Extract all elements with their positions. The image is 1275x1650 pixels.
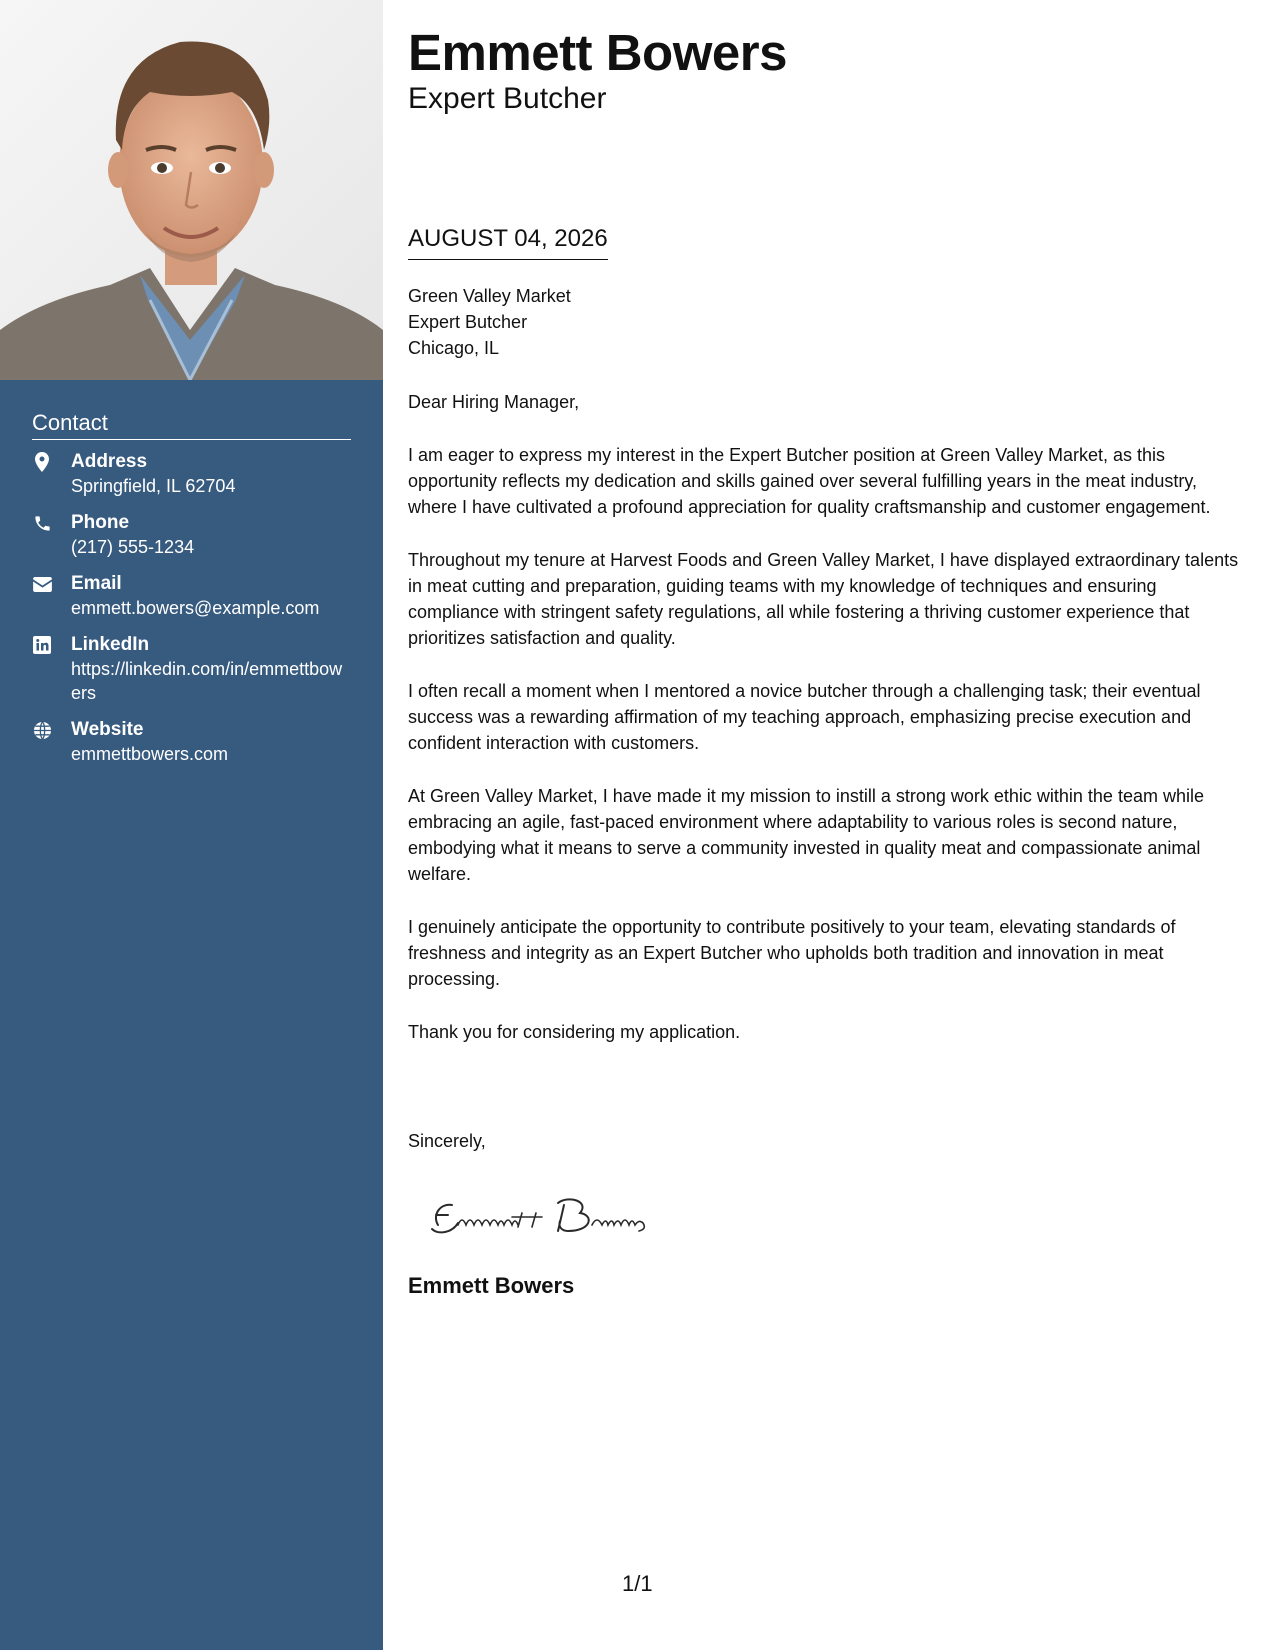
- signer-name: Emmett Bowers: [408, 1273, 575, 1298]
- email-label: Email: [71, 573, 122, 594]
- page-number: 1/1: [622, 1571, 653, 1596]
- website-label: Website: [71, 719, 144, 740]
- recipient-block: [408, 283, 571, 361]
- body-paragraph: At Green Valley Market, I have made it my mission to instill a strong work ethic within the team while embracing an agile, fast-paced environment where adaptability to various roles is second nature, embodying what it means to serve a community invested in quality meat and compassionate animal welfare.: [408, 786, 1204, 884]
- phone-label: Phone: [71, 512, 130, 533]
- sidebar: [0, 0, 383, 1650]
- linkedin-icon: [32, 635, 52, 655]
- envelope-icon: [32, 574, 52, 594]
- linkedin-value: https://linkedin.com/in/emmettbowers: [71, 659, 343, 703]
- recipient-position: Expert Butcher: [408, 312, 528, 332]
- email-value: emmett.bowers@example.com: [71, 598, 320, 618]
- thank-you-line: Thank you for considering my application.: [408, 1022, 741, 1042]
- contact-website: [32, 718, 351, 766]
- header: [408, 22, 1248, 116]
- letter-date: AUGUST 04, 2026: [408, 224, 608, 260]
- body-paragraph: I am eager to express my interest in the Expert Butcher position at Green Valley Market, as this opportunity reflects my dedication and skills gained over several fulfilling years in the meat industry, where I have cultivated a profound appreciation for quality craftsmanship and customer engagement.: [408, 445, 1211, 517]
- contact-heading: Contact: [32, 410, 351, 440]
- address-label: Address: [71, 451, 148, 472]
- phone-value: (217) 555-1234: [71, 537, 195, 557]
- address-value: Springfield, IL 62704: [71, 476, 236, 496]
- handwritten-signature: [418, 1185, 668, 1245]
- contact-address: [32, 450, 351, 498]
- contact-phone: [32, 511, 351, 559]
- contact-linkedin: [32, 633, 351, 705]
- closing: Sincerely,: [408, 1131, 486, 1151]
- linkedin-label: LinkedIn: [71, 634, 150, 655]
- letter-body: [408, 389, 1248, 1072]
- globe-icon: [32, 720, 52, 740]
- contact-section: [32, 410, 351, 779]
- body-paragraph: I genuinely anticipate the opportunity to contribute positively to your team, elevating standards of freshness and integrity as an Expert Butcher who upholds both tradition and innovation in meat processing.: [408, 917, 1176, 989]
- applicant-title: Expert Butcher: [408, 82, 607, 115]
- body-paragraph: Throughout my tenure at Harvest Foods and Green Valley Market, I have displayed extraordinary talents in meat cutting and preparation, guiding teams with my knowledge of techniques and ensuring compliance with stringent safety regulations, all while fostering a thriving customer experience that prioritizes satisfaction and quality.: [408, 550, 1239, 648]
- body-paragraph: I often recall a moment when I mentored a novice butcher through a challenging task; their eventual success was a rewarding affirmation of my teaching approach, emphasizing precise execution and confident interaction with customers.: [408, 681, 1201, 753]
- salutation: Dear Hiring Manager,: [408, 392, 580, 412]
- map-pin-icon: [32, 452, 52, 472]
- website-value: emmettbowers.com: [71, 744, 229, 764]
- recipient-location: Chicago, IL: [408, 338, 500, 358]
- profile-photo: [0, 0, 383, 380]
- contact-email: [32, 572, 351, 620]
- phone-icon: [32, 513, 52, 533]
- applicant-name: Emmett Bowers: [408, 24, 787, 81]
- recipient-company: Green Valley Market: [408, 286, 571, 306]
